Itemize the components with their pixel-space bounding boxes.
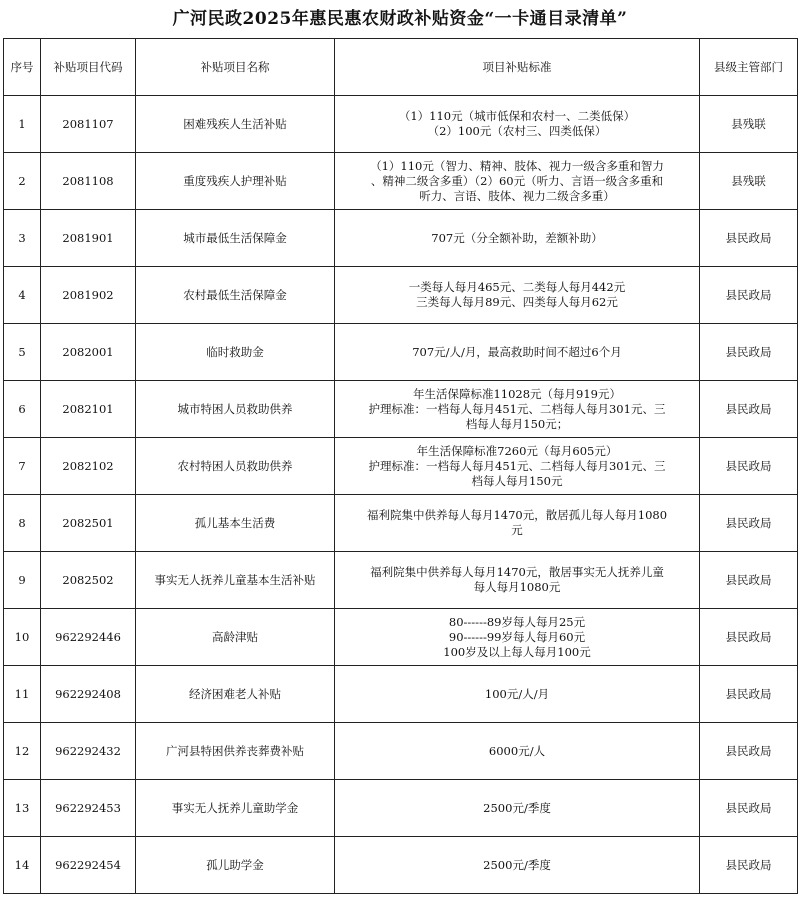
standard-line: 6000元/人	[488, 743, 546, 758]
subsidy-code: 962292453	[41, 780, 136, 837]
subsidy-code: 2082501	[41, 495, 136, 552]
row-number: 3	[4, 210, 41, 267]
standard-line: 、精神二级含多重）（2）60元（听力、言语一级含多重和	[370, 173, 664, 188]
department: 县民政局	[700, 324, 798, 381]
department: 县民政局	[700, 495, 798, 552]
standard-line: 元	[511, 523, 523, 537]
standard-line: 2500元/季度	[483, 857, 551, 872]
department: 县民政局	[700, 552, 798, 609]
subsidy-code: 2082001	[41, 324, 136, 381]
subsidy-standard	[335, 723, 700, 780]
subsidy-standard	[335, 609, 700, 666]
standard-line: 707元/人/月，最高救助时间不超过6个月	[412, 344, 622, 359]
subsidy-code: 962292454	[41, 837, 136, 894]
standard-line: 护理标准：一档每人每月451元、二档每人每月301元、三	[368, 401, 666, 416]
table-row	[4, 723, 798, 780]
standard-line: 100元/人/月	[484, 686, 550, 701]
header-standard: 项目补贴标准	[335, 39, 700, 96]
row-number: 10	[4, 609, 41, 666]
subsidy-name: 孤儿基本生活费	[136, 495, 335, 552]
standard-line: 100岁及以上每人每月100元	[443, 644, 591, 659]
header-dept: 县级主管部门	[700, 39, 798, 96]
table-row	[4, 552, 798, 609]
standard-line: 80------89岁每人每月25元	[448, 614, 586, 629]
table-row	[4, 438, 798, 495]
standard-line: 档每人每月150元；	[465, 416, 569, 431]
subsidy-name: 孤儿助学金	[136, 837, 335, 894]
subsidy-standard	[335, 495, 700, 552]
table-row	[4, 153, 798, 210]
row-number: 1	[4, 96, 41, 153]
standard-line: 年生活保障标准11028元（每月919元）	[412, 386, 622, 401]
header-no: 序号	[4, 39, 41, 96]
header-name: 补贴项目名称	[136, 39, 335, 96]
table-row	[4, 780, 798, 837]
subsidy-standard	[335, 210, 700, 267]
row-number: 13	[4, 780, 41, 837]
subsidy-standard	[335, 666, 700, 723]
subsidy-code: 962292432	[41, 723, 136, 780]
row-number: 11	[4, 666, 41, 723]
subsidy-code: 2082101	[41, 381, 136, 438]
row-number: 12	[4, 723, 41, 780]
table-row	[4, 267, 798, 324]
standard-line: 三类每人每月89元、四类每人每月62元	[416, 295, 618, 309]
standard-line: 听力、言语、肢体、视力二级含多重）	[419, 188, 615, 203]
subsidy-standard	[335, 153, 700, 210]
standard-line: 福利院集中供养每人每月1470元，散居事实无人抚养儿童	[370, 565, 664, 579]
subsidy-code: 2081902	[41, 267, 136, 324]
table-row	[4, 324, 798, 381]
standard-line: 90------99岁每人每月60元	[448, 629, 586, 644]
subsidy-standard	[335, 837, 700, 894]
row-number: 2	[4, 153, 41, 210]
subsidy-standard	[335, 381, 700, 438]
department: 县民政局	[700, 267, 798, 324]
table-row	[4, 837, 798, 894]
page-title: 广河民政2025年惠民惠农财政补贴资金“一卡通目录清单”	[172, 9, 628, 29]
standard-line: 一类每人每月465元、二类每人每月442元	[408, 280, 626, 294]
subsidy-name: 高龄津贴	[136, 609, 335, 666]
subsidy-standard	[335, 96, 700, 153]
subsidy-standard	[335, 267, 700, 324]
department: 县民政局	[700, 666, 798, 723]
row-number: 14	[4, 837, 41, 894]
subsidy-name: 重度残疾人护理补贴	[136, 153, 335, 210]
table-row	[4, 609, 798, 666]
subsidy-name: 农村特困人员救助供养	[136, 438, 335, 495]
row-number: 8	[4, 495, 41, 552]
department: 县民政局	[700, 609, 798, 666]
header-code: 补贴项目代码	[41, 39, 136, 96]
subsidy-code: 962292446	[41, 609, 136, 666]
row-number: 5	[4, 324, 41, 381]
subsidy-code: 2081107	[41, 96, 136, 153]
standard-line: 护理标准：一档每人每月451元、二档每人每月301元、三	[368, 458, 666, 473]
department: 县民政局	[700, 210, 798, 267]
subsidy-code: 962292408	[41, 666, 136, 723]
standard-line: （1）110元（智力、精神、肢体、视力一级含多重和智力	[370, 158, 664, 173]
standard-line: 707元（分全额补助，差额补助）	[431, 230, 603, 245]
standard-line: 年生活保障标准7260元（每月605元）	[416, 443, 618, 458]
department: 县残联	[700, 96, 798, 153]
standard-line: （1）110元（城市低保和农村一、二类低保）	[398, 109, 636, 123]
subsidy-name: 农村最低生活保障金	[136, 267, 335, 324]
subsidy-name: 临时救助金	[136, 324, 335, 381]
table-row	[4, 96, 798, 153]
standard-line: 2500元/季度	[483, 800, 551, 815]
subsidy-table	[3, 38, 798, 894]
subsidy-name: 事实无人抚养儿童助学金	[136, 780, 335, 837]
table-header-row	[4, 39, 798, 96]
table-body	[4, 96, 798, 894]
department: 县民政局	[700, 381, 798, 438]
department: 县民政局	[700, 837, 798, 894]
subsidy-name: 困难残疾人生活补贴	[136, 96, 335, 153]
row-number: 9	[4, 552, 41, 609]
row-number: 4	[4, 267, 41, 324]
subsidy-standard	[335, 324, 700, 381]
standard-line: （2）100元（农村三、四类低保）	[427, 124, 607, 138]
row-number: 6	[4, 381, 41, 438]
table-row	[4, 495, 798, 552]
standard-line: 福利院集中供养每人每月1470元，散居孤儿每人每月1080	[366, 508, 668, 522]
row-number: 7	[4, 438, 41, 495]
subsidy-code: 2082502	[41, 552, 136, 609]
department: 县民政局	[700, 723, 798, 780]
subsidy-name: 城市特困人员救助供养	[136, 381, 335, 438]
subsidy-name: 经济困难老人补贴	[136, 666, 335, 723]
standard-line: 档每人每月150元	[471, 473, 563, 488]
subsidy-code: 2081901	[41, 210, 136, 267]
subsidy-name: 城市最低生活保障金	[136, 210, 335, 267]
subsidy-standard	[335, 438, 700, 495]
subsidy-code: 2081108	[41, 153, 136, 210]
table-row	[4, 210, 798, 267]
subsidy-name: 广河县特困供养丧葬费补贴	[136, 723, 335, 780]
department: 县残联	[700, 153, 798, 210]
department: 县民政局	[700, 780, 798, 837]
subsidy-code: 2082102	[41, 438, 136, 495]
table-row	[4, 666, 798, 723]
subsidy-standard	[335, 552, 700, 609]
subsidy-standard	[335, 780, 700, 837]
department: 县民政局	[700, 438, 798, 495]
subsidy-name: 事实无人抚养儿童基本生活补贴	[136, 552, 335, 609]
standard-line: 每人每月1080元	[473, 580, 561, 594]
table-row	[4, 381, 798, 438]
